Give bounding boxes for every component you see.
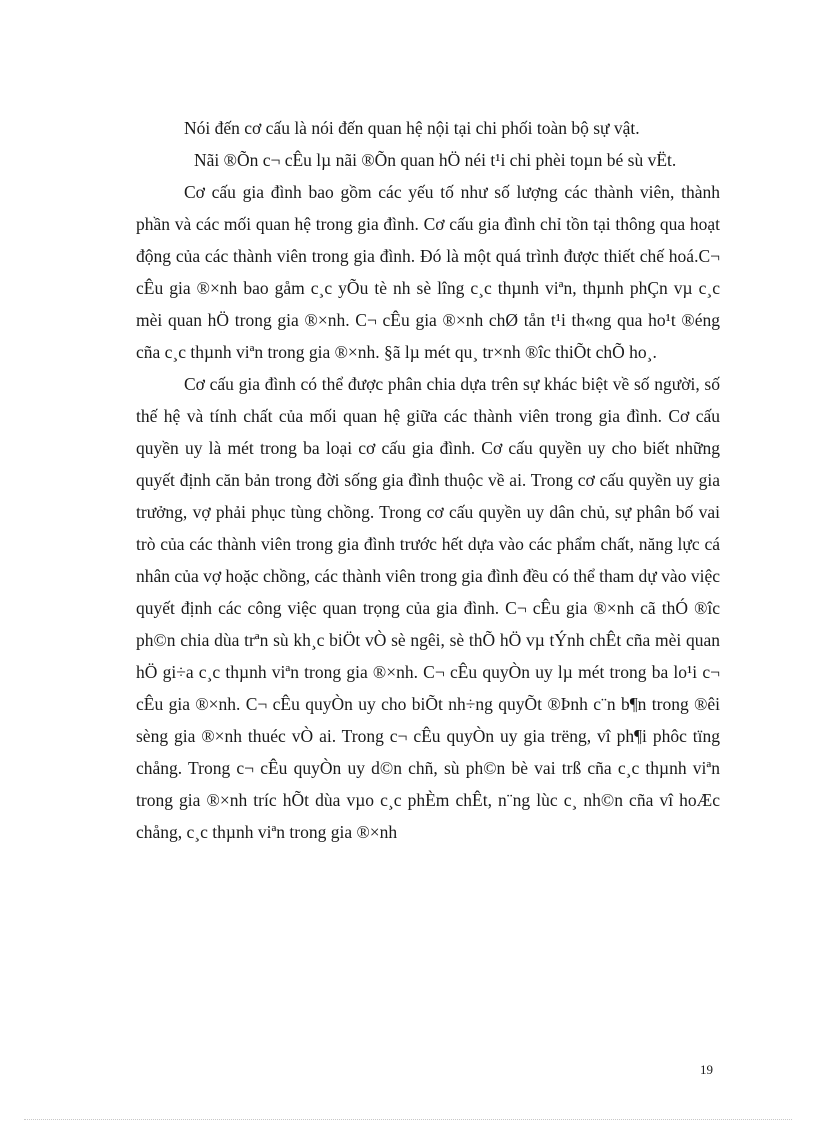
page-number: 19 [700,1062,713,1077]
body-text [136,112,720,848]
paragraph: Nói đến cơ cấu là nói đến quan hệ nội tại chi phối toàn bộ sự vật. [184,118,640,138]
page-bottom-rule [24,1119,792,1120]
paragraph: Nãi ®Õn c¬ cÊu lµ nãi ®Õn quan hÖ néi t¹i chi phèi toµn bé sù vËt. [194,150,677,170]
paragraph: Cơ cấu gia đình có thể được phân chia dựa trên sự khác biệt về số người, số thế hệ và tính chất của mối quan hệ giữa các thành viên trong gia đình. Cơ cấu quyền uy là mét trong ba loại cơ cấu gia đình. Cơ cấu quyền uy cho biết những quyết định căn bản trong đời sống gia đình thuộc về ai. Trong cơ cấu quyền uy gia trưởng, vợ phải phục tùng chồng. Trong cơ cấu quyền uy dân chủ, sự phân bố vai trò của các thành viên trong gia đình trước hết dựa vào các phẩm chất, năng lực cá nhân của vợ hoặc chồng, các thành viên trong gia đình đều có thể tham dự vào việc quyết định các công việc quan trọng của gia đình. C¬ cÊu gia ®×nh cã thÓ ®îc ph©n chia dùa trªn sù kh¸c biÖt vÒ sè ngêi, sè thÕ hÖ vµ tÝnh chÊt cña mèi quan hÖ gi÷a c¸c thµnh viªn trong gia ®×nh. C¬ cÊu quyÒn uy lµ mét trong ba lo¹i c¬ cÊu gia ®×nh. C¬ cÊu quyÒn uy cho biÕt nh÷ng quyÕt ®Þnh c¨n b¶n trong ®êi sèng gia ®×nh thuéc vÒ ai. Trong c¬ cÊu quyÒn uy gia trëng, vî ph¶i phôc tïng chång. Trong c¬ cÊu quyÒn uy d©n chñ, sù ph©n bè vai trß cña c¸c thµnh viªn trong gia ®×nh tríc hÕt dùa vµo c¸c phÈm chÊt, n¨ng lùc c¸ nh©n cña vî hoÆc chång, c¸c thµnh viªn trong gia ®×nh [136,374,720,842]
paragraph: Cơ cấu gia đình bao gồm các yếu tố như số lượng các thành viên, thành phần và các mối quan hệ trong gia đình. Cơ cấu gia đình chỉ tồn tại thông qua hoạt động của các thành viên trong gia đình. Đó là một quá trình được thiết chế hoá.C¬ cÊu gia ®×nh bao gåm c¸c yÕu tè nh sè lîng c¸c thµnh viªn, thµnh phÇn vµ c¸c mèi quan hÖ trong gia ®×nh. C¬ cÊu gia ®×nh chØ tån t¹i th«ng qua ho¹t ®éng cña c¸c thµnh viªn trong gia ®×nh. §ã lµ mét qu¸ tr×nh ®îc thiÕt chÕ ho¸. [136,182,720,362]
